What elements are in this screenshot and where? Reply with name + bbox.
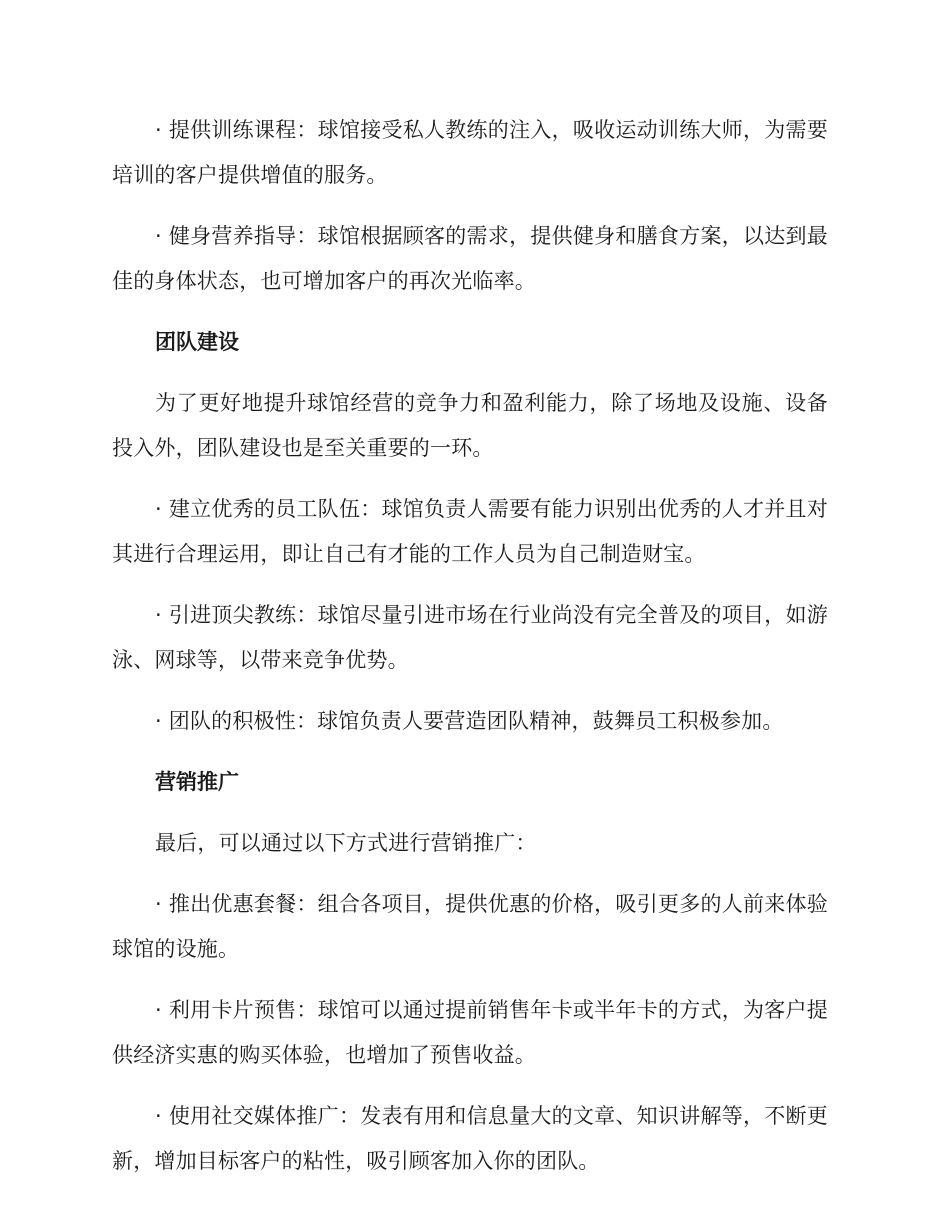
bullet-social-media: · 使用社交媒体推广：发表有用和信息量大的文章、知识讲解等，不断更新，增加目标客户的粘性，吸引顾客加入你的团队。 <box>112 1104 828 1173</box>
section-heading-team-building: 团队建设 <box>155 330 239 354</box>
bullet-discount-packages: · 推出优惠套餐：组合各项目，提供优惠的价格，吸引更多的人前来体验球馆的设施。 <box>112 892 828 961</box>
bullet-card-presale: · 利用卡片预售：球馆可以通过提前销售年卡或半年卡的方式，为客户提供经济实惠的购买体验，也增加了预售收益。 <box>112 998 828 1067</box>
bullet-training-courses: · 提供训练课程：球馆接受私人教练的注入，吸收运动训练大师，为需要培训的客户提供增值的服务。 <box>112 118 828 187</box>
bullet-fitness-nutrition: · 健身营养指导：球馆根据顾客的需求，提供健身和膳食方案，以达到最佳的身体状态，也可增加客户的再次光临率。 <box>112 224 828 293</box>
paragraph-team-building-intro: 为了更好地提升球馆经营的竞争力和盈利能力，除了场地及设施、设备投入外，团队建设也是至关重要的一环。 <box>112 391 828 460</box>
bullet-staff-team: · 建立优秀的员工队伍：球馆负责人需要有能力识别出优秀的人才并且对其进行合理运用，即让自己有才能的工作人员为自己制造财宝。 <box>112 497 828 566</box>
document-body <box>112 108 828 1200</box>
section-heading-marketing: 营销推广 <box>155 770 239 794</box>
paragraph-marketing-intro: 最后，可以通过以下方式进行营销推广： <box>155 831 537 855</box>
bullet-top-coaches: · 引进顶尖教练：球馆尽量引进市场在行业尚没有完全普及的项目，如游泳、网球等，以带来竞争优势。 <box>112 603 828 672</box>
bullet-team-motivation: · 团队的积极性：球馆负责人要营造团队精神，鼓舞员工积极参加。 <box>155 709 784 733</box>
